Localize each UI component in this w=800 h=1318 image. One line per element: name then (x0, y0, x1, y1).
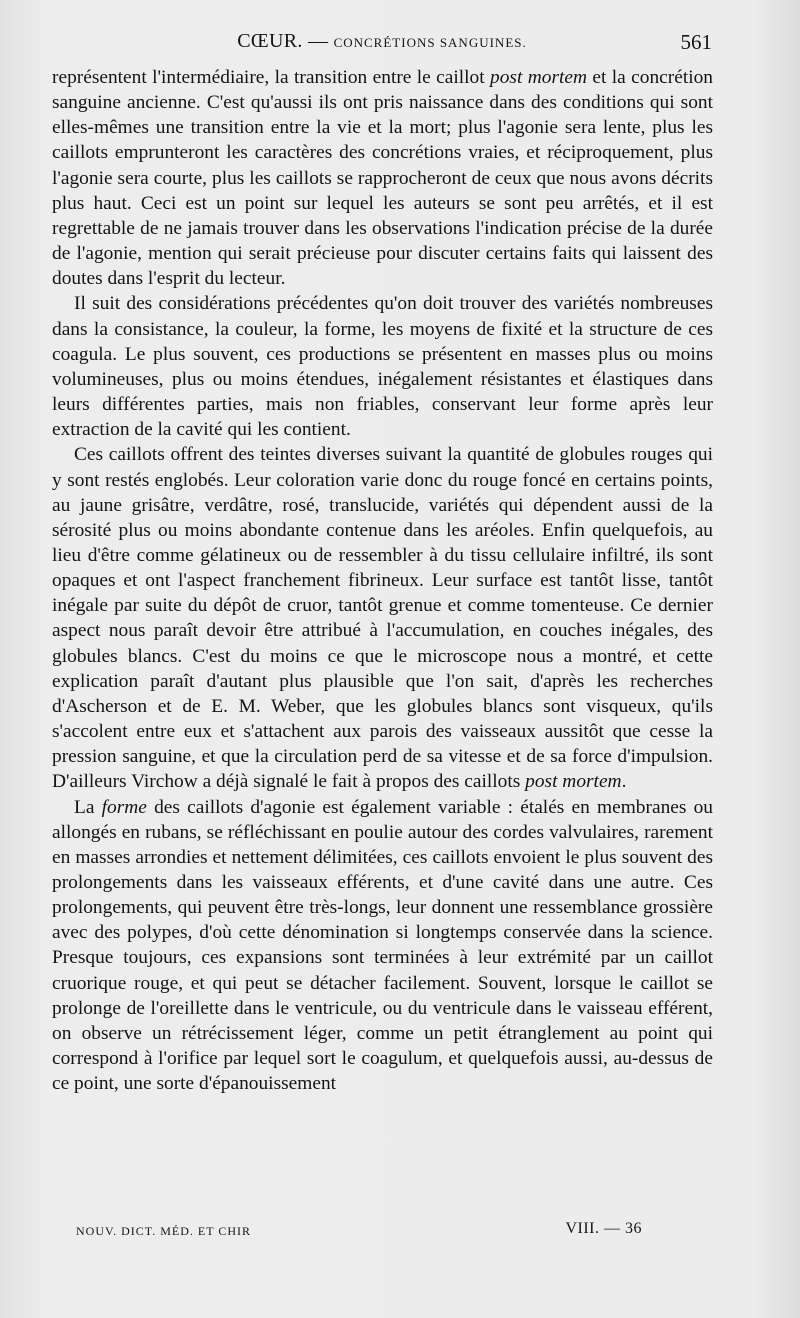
running-title (52, 30, 712, 53)
body-text (52, 65, 713, 1096)
text-run: . (621, 771, 627, 793)
footer-volume-sheet: VIII. — 36 (565, 1220, 642, 1237)
text-run: La (74, 796, 102, 818)
paragraph (52, 795, 713, 1097)
text-run: Ces caillots offrent des teintes diverses suivant la quantité de globules rouges qui y sont restés englobés. Leur coloration varie donc du rouge foncé en certains points, au jaune grisâtre, verdâtre, rosé, translucide, variétés qui dépendent aussi de la sérosité plus ou moins abondante contenue dans les aréoles. Enfin quelquefois, au lieu d'être comme gélatineux ou de ressembler à du tissu cellulaire infiltré, ils sont opaques et ont l'aspect franchement fibrineux. Leur surface est tantôt lisse, tantôt inégale par suite du dépôt de cruor, tantôt grenue et comme tomenteuse. Ce dernier aspect nous paraît devoir être attribué à l'accumulation, en couches inégales, des globules blancs. C'est du moins ce que le microscope nous a montré, et cette explication paraît d'autant plus plausible que l'on sait, d'après les recherches d'Ascherson et de E. M. Weber, que les globules blancs sont visqueux, qu'ils s'accolent entre eux et s'attachent aux parois des vaisseaux aussitôt que cesse la pression sanguine, et que la circulation perd de sa vitesse et de sa force d'impulsion. D'ailleurs Virchow a déjà signalé le fait à propos des caillots (52, 444, 713, 793)
paragraph (52, 442, 713, 794)
italic-text: forme (101, 796, 147, 818)
page-number: 561 (680, 30, 712, 54)
text-run: des caillots d'agonie est également variable : étalés en membranes ou allongés en rubans, se réfléchissant en poulie autour des cordes valvulaires, rarement en masses arrondies et nettement délimitées, ces caillots envoient le plus souvent des prolongements dans les vaisseaux efférents, et d'une cavité dans une autre. Ces prolongements, qui peuvent être très-longs, leur donnent une ressemblance grossière avec des polypes, d'où cette dénomination si longtemps conservée dans la science. Presque toujours, ces expansions sont terminées à leur extrémité par un caillot cruorique rouge, et qui peut se détacher facilement. Souvent, lorsque le caillot se prolonge de l'oreillette dans le ventricule, ou du ventricule dans le vaisseau efférent, on observe un rétrécissement léger, comme un petit étranglement au point qui correspond à l'orifice par lequel sort le coagulum, et quelquefois aussi, au-dessus de ce point, une sorte d'épanouissement (52, 796, 713, 1095)
running-header (52, 30, 712, 62)
running-title-dash: — (302, 30, 334, 52)
paragraph (52, 291, 713, 442)
italic-text: post mortem (490, 67, 587, 88)
page-footer (76, 1222, 642, 1242)
text-run: Il suit des considérations précédentes qu'on doit trouver des variétés nombreuses dans la consistance, la couleur, la forme, les moyens de fixité et la structure de ces coagula. Le plus souvent, ces productions se présentent en masses plus ou moins volumineuses, plus ou moins étendues, inégalement résistantes et élastiques dans leurs différentes parties, mais non friables, conservant leur forme après leur extraction de la cavité qui les contient. (52, 293, 713, 441)
text-run: et la concrétion sanguine ancienne. C'est qu'aussi ils ont pris naissance dans des conditions qui sont elles-mêmes une transition entre la vie et la mort; plus l'agonie sera lente, plus les caillots emprunteront les caractères des concrétions vraies, et réciproquement, plus l'agonie sera courte, plus les caillots se rapprocheront de ceux que nous avons décrits plus haut. Ceci est un point sur lequel les auteurs se sont peu arrêtés, et il est regrettable de ne jamais trouver dans les observations l'indication précise de la durée de l'agonie, mention qui serait précieuse pour discuter certains faits qui laissent des doutes dans l'esprit du lecteur. (52, 67, 713, 290)
running-title-sub: CONCRÉTIONS SANGUINES. (333, 35, 527, 50)
paragraph (52, 65, 713, 291)
italic-text: post mortem (525, 771, 622, 793)
footer-signature: NOUV. DICT. MÉD. ET CHIR (76, 1224, 252, 1238)
text-run: représentent l'intermédiaire, la transition entre le caillot (52, 67, 491, 88)
running-title-main: CŒUR. (237, 30, 303, 52)
